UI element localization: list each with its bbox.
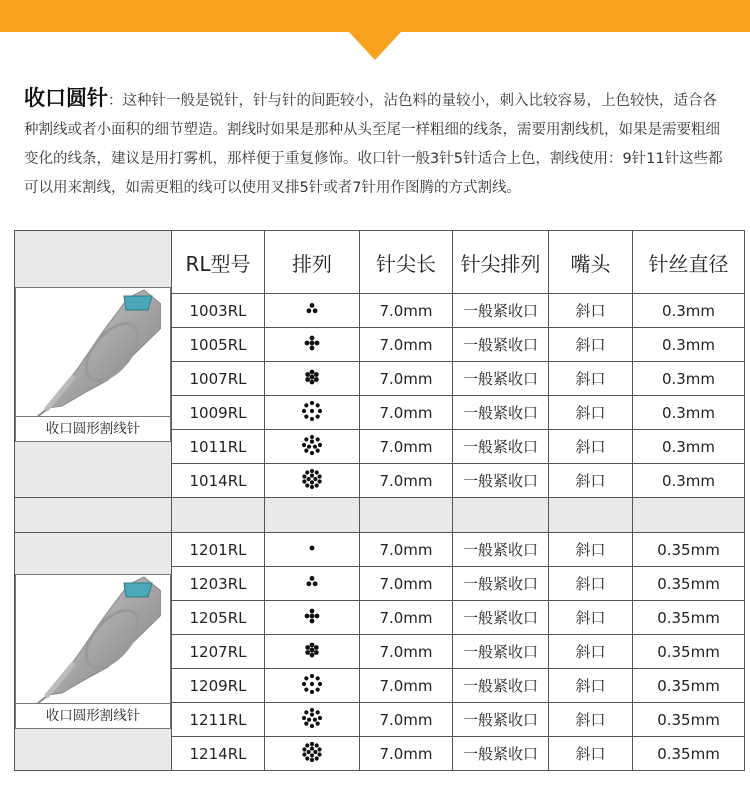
diameter-cell: 0.35mm [633,737,745,771]
tip-cell: 一般紧收口 [453,396,549,430]
needle-dot [305,483,309,487]
needle-dot [310,468,314,472]
tip-cell: 一般紧收口 [453,328,549,362]
needle-dot [313,581,318,586]
needle-dot [304,403,308,407]
model-cell: 1007RL [172,362,265,396]
diameter-cell: 0.3mm [633,464,745,498]
spacer-cell [549,498,633,533]
tip-cell: 一般紧收口 [453,635,549,669]
top-banner [0,0,750,32]
needle-dot-cluster [299,330,325,356]
diameter-cell: 0.3mm [633,430,745,464]
needle-dot [316,710,320,714]
needle-image-label: 收口圆形割线针 [16,703,170,728]
header-row [15,231,745,294]
needle-dots-icon [299,330,325,360]
needle-dot [302,442,306,446]
needle-dot [315,756,319,760]
needle-dot-cluster [299,671,325,697]
mouth-cell: 斜口 [549,703,633,737]
mouth-cell: 斜口 [549,362,633,396]
needle-dot [304,676,308,680]
arrangement-cell [265,737,360,771]
mouth-cell: 斜口 [549,635,633,669]
model-cell: 1011RL [172,430,265,464]
needle-dot-cluster [299,432,325,458]
needle-dots-icon [299,739,325,769]
arrangement-cell [265,635,360,669]
mouth-cell: 斜口 [549,567,633,601]
arrangement-cell [265,362,360,396]
mouth-cell: 斜口 [549,396,633,430]
needle-dot [302,747,306,751]
needle-dot [314,377,319,382]
arrangement-cell [265,294,360,328]
needle-image-1 [15,287,171,442]
arrangement-cell [265,601,360,635]
needle-dot-cluster [299,603,325,629]
arrangement-cell [265,328,360,362]
table-row [15,533,745,567]
needle-dot [318,479,322,483]
length-cell: 7.0mm [360,533,453,567]
needle-dot [310,408,314,412]
needle-dot [304,710,308,714]
arrangement-cell [265,464,360,498]
needle-dot-cluster [299,569,325,595]
needle-dot [315,483,319,487]
length-cell: 7.0mm [360,362,453,396]
needle-dot [305,645,310,650]
mouth-cell: 斜口 [549,430,633,464]
needle-dot [305,743,309,747]
needle-dot [310,374,315,379]
needle-dot [310,379,315,384]
needle-dot [310,439,314,443]
mouth-cell: 斜口 [549,669,633,703]
needle-dot [310,652,315,657]
needle-dot [307,444,311,448]
needle-cartridge-icon [16,288,161,418]
needle-dot [310,712,314,716]
needle-dot [313,308,318,313]
needle-dots-icon [299,569,325,599]
needle-dots-icon [299,466,325,496]
model-cell: 1211RL [172,703,265,737]
tip-cell: 一般紧收口 [453,430,549,464]
needle-cartridge-icon [16,575,161,705]
needle-dot [307,717,311,721]
model-cell: 1201RL [172,533,265,567]
product-image-cell [15,533,172,771]
intro-title: 收口圆针 [24,86,108,110]
diameter-cell: 0.35mm [633,533,745,567]
needle-dot [305,650,310,655]
spacer-cell [172,498,265,533]
needle-dots-icon [299,637,325,667]
needle-image-label: 收口圆形割线针 [16,416,170,441]
needle-dot [318,408,322,412]
mouth-cell: 斜口 [549,533,633,567]
needle-dot [310,618,315,623]
needle-dot [310,335,315,340]
model-cell: 1209RL [172,669,265,703]
length-cell: 7.0mm [360,737,453,771]
spacer-row [15,498,745,533]
spacer-cell [453,498,549,533]
needle-dot [310,723,314,727]
needle-dot [310,369,315,374]
needle-dot [310,545,315,550]
needle-dot [310,416,314,420]
needle-dots-icon [299,535,325,565]
needle-dot [310,753,314,757]
needle-dot [305,377,310,382]
needle-dot-cluster [299,535,325,561]
arrangement-cell [265,430,360,464]
needle-dot [310,450,314,454]
length-cell: 7.0mm [360,669,453,703]
diameter-cell: 0.35mm [633,567,745,601]
needle-dots-icon [299,705,325,735]
needle-dot [310,673,314,677]
diameter-cell: 0.35mm [633,669,745,703]
needle-dot [313,476,317,480]
tip-cell: 一般紧收口 [453,703,549,737]
needle-dot [310,303,315,308]
col-header-diameter: 针丝直径 [633,231,745,294]
needle-dot [310,484,314,488]
needle-dot [310,746,314,750]
needle-dot [310,473,314,477]
needle-dot [316,687,320,691]
col-header-mouth: 嘴头 [549,231,633,294]
needle-dot [306,581,311,586]
diameter-cell: 0.3mm [633,362,745,396]
needle-dot [304,414,308,418]
needle-dot [304,687,308,691]
needle-dot [318,474,322,478]
spec-table [14,230,745,771]
needle-dot [315,613,320,618]
spacer-cell [15,498,172,533]
length-cell: 7.0mm [360,464,453,498]
needle-dot-cluster [299,739,325,765]
needle-dot [310,681,314,685]
needle-dot [310,642,315,647]
needle-dot [310,608,315,613]
length-cell: 7.0mm [360,396,453,430]
mouth-cell: 斜口 [549,737,633,771]
needle-dots-icon [299,364,325,394]
needle-dot [316,414,320,418]
needle-dot [302,681,306,685]
needle-dot [314,645,319,650]
needle-dot [318,681,322,685]
needle-dot [302,479,306,483]
needle-dot [314,650,319,655]
arrangement-cell [265,703,360,737]
intro-separator: ： [108,93,123,109]
model-cell: 1003RL [172,294,265,328]
tip-cell: 一般紧收口 [453,464,549,498]
length-cell: 7.0mm [360,703,453,737]
needle-dot [310,340,315,345]
needle-dot [313,717,317,721]
needle-dot [315,340,320,345]
needle-dot-cluster [299,296,325,322]
needle-dots-icon [299,603,325,633]
tip-cell: 一般紧收口 [453,669,549,703]
needle-dot [314,372,319,377]
needle-dot-cluster [299,466,325,492]
tip-cell: 一般紧收口 [453,533,549,567]
needle-dot [318,747,322,751]
needle-dot [302,408,306,412]
needle-dot [310,647,315,652]
needle-dot [310,689,314,693]
length-cell: 7.0mm [360,601,453,635]
needle-dot [310,707,314,711]
spacer-cell [265,498,360,533]
diameter-cell: 0.35mm [633,601,745,635]
col-header-tip-arrangement: 针尖排列 [453,231,549,294]
mouth-cell: 斜口 [549,328,633,362]
needle-dot [318,442,322,446]
needle-dot [304,721,308,725]
needle-dot [302,752,306,756]
needle-dot [305,372,310,377]
needle-dot [310,576,315,581]
needle-dot [307,476,311,480]
needle-dot-cluster [299,705,325,731]
needle-dot [316,437,320,441]
tip-cell: 一般紧收口 [453,737,549,771]
needle-dots-icon [299,296,325,326]
diameter-cell: 0.3mm [633,396,745,430]
needle-dot [306,308,311,313]
diameter-cell: 0.3mm [633,328,745,362]
needle-dot [304,448,308,452]
mouth-cell: 斜口 [549,464,633,498]
intro-paragraph [24,84,730,203]
tip-cell: 一般紧收口 [453,294,549,328]
col-header-arrangement: 排列 [265,231,360,294]
length-cell: 7.0mm [360,294,453,328]
arrangement-cell [265,533,360,567]
length-cell: 7.0mm [360,635,453,669]
tip-cell: 一般紧收口 [453,362,549,396]
needle-dot [310,400,314,404]
needle-dot [304,437,308,441]
needle-dot-cluster [299,364,325,390]
needle-dots-icon [299,398,325,428]
needle-dot [305,340,310,345]
arrangement-cell [265,669,360,703]
length-cell: 7.0mm [360,430,453,464]
needle-dot [316,403,320,407]
col-header-model: RL型号 [172,231,265,294]
needle-image-2 [15,574,171,729]
needle-dot [316,721,320,725]
needle-dot [310,480,314,484]
diameter-cell: 0.35mm [633,635,745,669]
needle-dot-cluster [299,398,325,424]
needle-dot [302,715,306,719]
needle-dot [315,743,319,747]
arrangement-cell [265,567,360,601]
tip-cell: 一般紧收口 [453,601,549,635]
needle-dot [313,749,317,753]
model-cell: 1014RL [172,464,265,498]
needle-dot [310,613,315,618]
needle-dot [305,470,309,474]
needle-dot [310,757,314,761]
model-cell: 1009RL [172,396,265,430]
diameter-cell: 0.35mm [633,703,745,737]
mouth-cell: 斜口 [549,294,633,328]
model-cell: 1005RL [172,328,265,362]
needle-dot [315,470,319,474]
product-image-cell [15,231,172,498]
needle-dot [305,613,310,618]
down-arrow-icon [349,32,401,60]
needle-dot [318,715,322,719]
needle-dot [310,345,315,350]
model-cell: 1205RL [172,601,265,635]
diameter-cell: 0.3mm [633,294,745,328]
needle-dot [305,756,309,760]
tip-cell: 一般紧收口 [453,567,549,601]
needle-dot [307,749,311,753]
needle-dots-icon [299,671,325,701]
needle-dot [302,474,306,478]
intro-text: 这种针一般是锐针，针与针的间距较小，沾色料的量较小，刺入比较容易，上色较快，适合各种割线或者小面积的细节塑造。割线时如果是那种从头至尾一样粗细的线条，需要用割线机，如果是需要粗细变化的线条，建议是用打雾机，那样便于重复修饰。收口针一般3针5针适合上色，割线使用：9针11针这些都可以用来割线，如需更粗的线可以使用叉排5针或者7针用作图腾的方式割线。 [24,93,723,196]
needle-dots-icon [299,432,325,462]
arrangement-cell [265,396,360,430]
model-cell: 1203RL [172,567,265,601]
length-cell: 7.0mm [360,567,453,601]
spacer-cell [360,498,453,533]
model-cell: 1207RL [172,635,265,669]
length-cell: 7.0mm [360,328,453,362]
spacer-cell [633,498,745,533]
needle-dot [318,752,322,756]
needle-dot [310,741,314,745]
needle-dot-cluster [299,637,325,663]
col-header-tip-length: 针尖长 [360,231,453,294]
model-cell: 1214RL [172,737,265,771]
needle-dot [316,448,320,452]
needle-dot [313,444,317,448]
needle-dot [310,434,314,438]
needle-dot [316,676,320,680]
mouth-cell: 斜口 [549,601,633,635]
